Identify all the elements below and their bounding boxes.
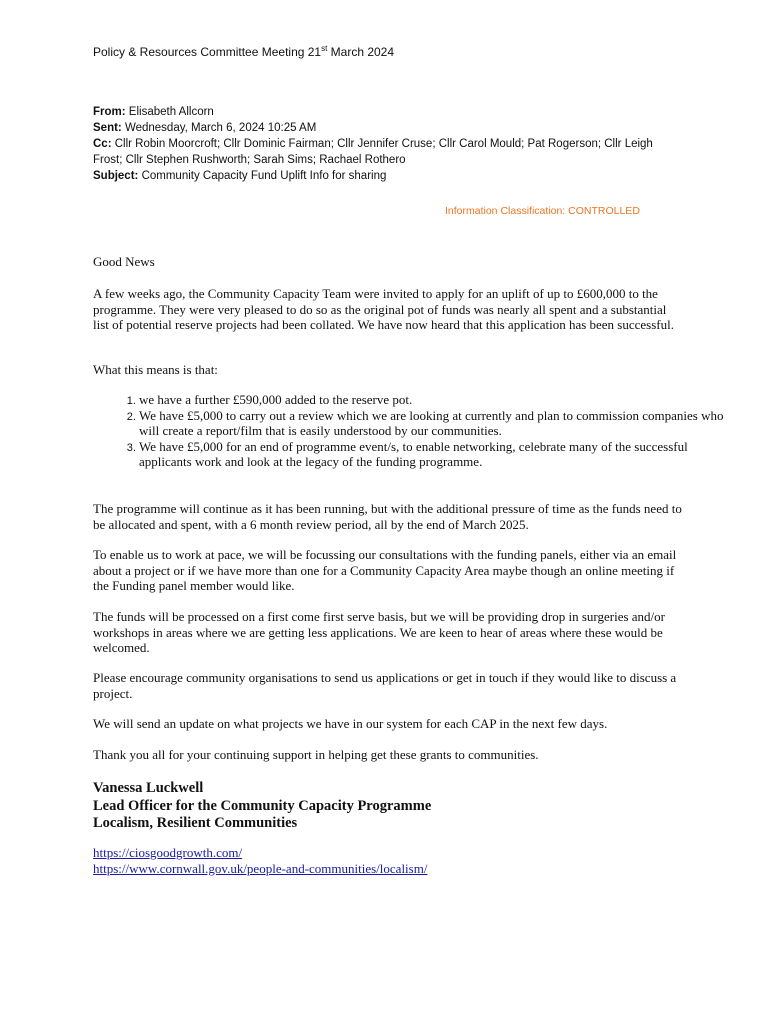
list-item: 1. we have a further £590,000 added to the reserve pot. — [139, 392, 729, 408]
signature-name: Vanessa Luckwell — [93, 780, 204, 796]
header-title-sup: st — [321, 44, 328, 53]
email-meta — [93, 104, 683, 184]
classification-label: Information Classification: CONTROLLED — [445, 205, 640, 217]
email-subject-line — [93, 168, 683, 184]
link-cornwall-localism[interactable]: https://www.cornwall.gov.uk/people-and-communities/localism/ — [93, 860, 428, 876]
email-cc-line — [93, 136, 683, 168]
signature-dept: Localism, Resilient Communities — [93, 815, 298, 831]
cc-label: Cc: — [93, 138, 112, 150]
list-item: 2. We have £5,000 to carry out a review which we are looking at currently and plan to commission companies who will create a report/film that is easily understood by our communities. — [139, 408, 729, 439]
signature-role: Lead Officer for the Community Capacity Programme — [93, 797, 432, 814]
page-header — [93, 44, 394, 59]
body-paragraph-3: The programme will continue as it has been running, but with the additional pressure of time as the funds need to be allocated and spent, with a 6 month review period, all by the end of March 2025. — [93, 501, 682, 532]
cc-value: Cllr Robin Moorcroft; Cllr Dominic Fairman; Cllr Jennifer Cruse; Cllr Carol Mould; Pat Rogerson; Cllr Leigh Frost; Cllr Stephen Rushworth; Sarah Sims; Rachael Rothero — [93, 138, 653, 166]
link-ciosgoodgrowth[interactable]: https://ciosgoodgrowth.com/ — [93, 845, 243, 860]
benefits-list — [93, 392, 729, 470]
subject-label: Subject: — [93, 170, 139, 182]
body-paragraph-4: To enable us to work at pace, we will be focussing our consultations with the funding panels, either via an email about a project or if we have more than one for a Community Capacity Area maybe though an online meeting if the Funding panel member would like. — [93, 547, 677, 594]
sent-label: Sent: — [93, 122, 122, 134]
sent-value: Wednesday, March 6, 2024 10:25 AM — [121, 122, 317, 134]
header-title-suffix: March 2024 — [327, 45, 395, 59]
body-paragraph-5: The funds will be processed on a first come first serve basis, but we will be providing drop in surgeries and/or workshops in areas where we are getting less applications. We are keen to hear of areas where these would be welcomed. — [93, 609, 665, 656]
body-paragraph-1: A few weeks ago, the Community Capacity Team were invited to apply for an uplift of up to £600,000 to the programme. They were very pleased to do so as the original pot of funds was nearly all spent and a substantial list of potential reserve projects had been collated. We have now heard that this application has been successful. — [93, 286, 674, 333]
from-label: From: — [93, 106, 126, 118]
header-title-prefix: Policy & Resources Committee Meeting 21 — [93, 45, 322, 59]
body-paragraph-7: We will send an update on what projects we have in our system for each CAP in the next few days. — [93, 716, 608, 731]
body-paragraph-2: What this means is that: — [93, 362, 218, 377]
list-item: 3. We have £5,000 for an end of programme event/s, to enable networking, celebrate many of the successful applicants work and look at the legacy of the funding programme. — [139, 439, 729, 470]
email-from-line — [93, 104, 683, 120]
body-paragraph-6: Please encourage community organisations to send us applications or get in touch if they would like to discuss a project. — [93, 670, 677, 701]
subject-value: Community Capacity Fund Uplift Info for sharing — [138, 170, 387, 182]
links-block — [93, 845, 427, 876]
body-paragraph-8: Thank you all for your continuing support in helping get these grants to communities. — [93, 747, 539, 762]
greeting: Good News — [93, 254, 155, 269]
from-value: Elisabeth Allcorn — [125, 106, 214, 118]
email-sent-line — [93, 120, 683, 136]
signature-block — [93, 780, 431, 833]
